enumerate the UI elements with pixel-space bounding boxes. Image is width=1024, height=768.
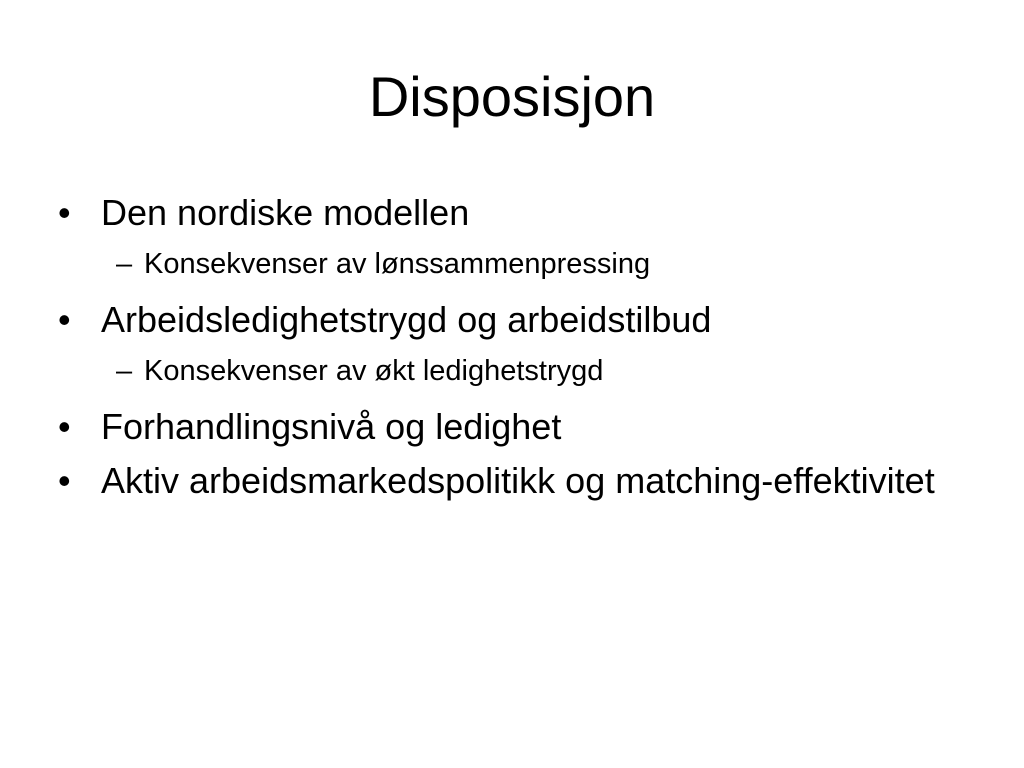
list-item — [58, 190, 968, 236]
sub-list-item-text: Konsekvenser av økt ledighetstrygd — [144, 355, 604, 387]
sub-list-item — [58, 246, 968, 283]
bullet-list — [58, 190, 968, 504]
list-item-text: Aktiv arbeidsmarkedspolitikk og matching-effektivitet — [101, 460, 935, 501]
bullet-mark: • — [58, 460, 71, 501]
dash-mark: – — [116, 355, 133, 387]
bullet-mark: • — [58, 406, 71, 447]
list-item — [58, 404, 968, 450]
list-item-text: Den nordiske modellen — [101, 192, 470, 233]
sub-list-item — [58, 353, 968, 390]
list-item — [58, 297, 968, 343]
bullet-mark: • — [58, 192, 71, 233]
dash-mark: – — [116, 248, 133, 280]
list-item-text: Forhandlingsnivå og ledighet — [101, 406, 562, 447]
slide-title: Disposisjon — [368, 65, 656, 128]
bullet-mark: • — [58, 299, 71, 340]
sub-list-item-text: Konsekvenser av lønssammenpressing — [144, 248, 651, 280]
list-item — [58, 458, 968, 504]
list-item-text: Arbeidsledighetstrygd og arbeidstilbud — [101, 299, 712, 340]
